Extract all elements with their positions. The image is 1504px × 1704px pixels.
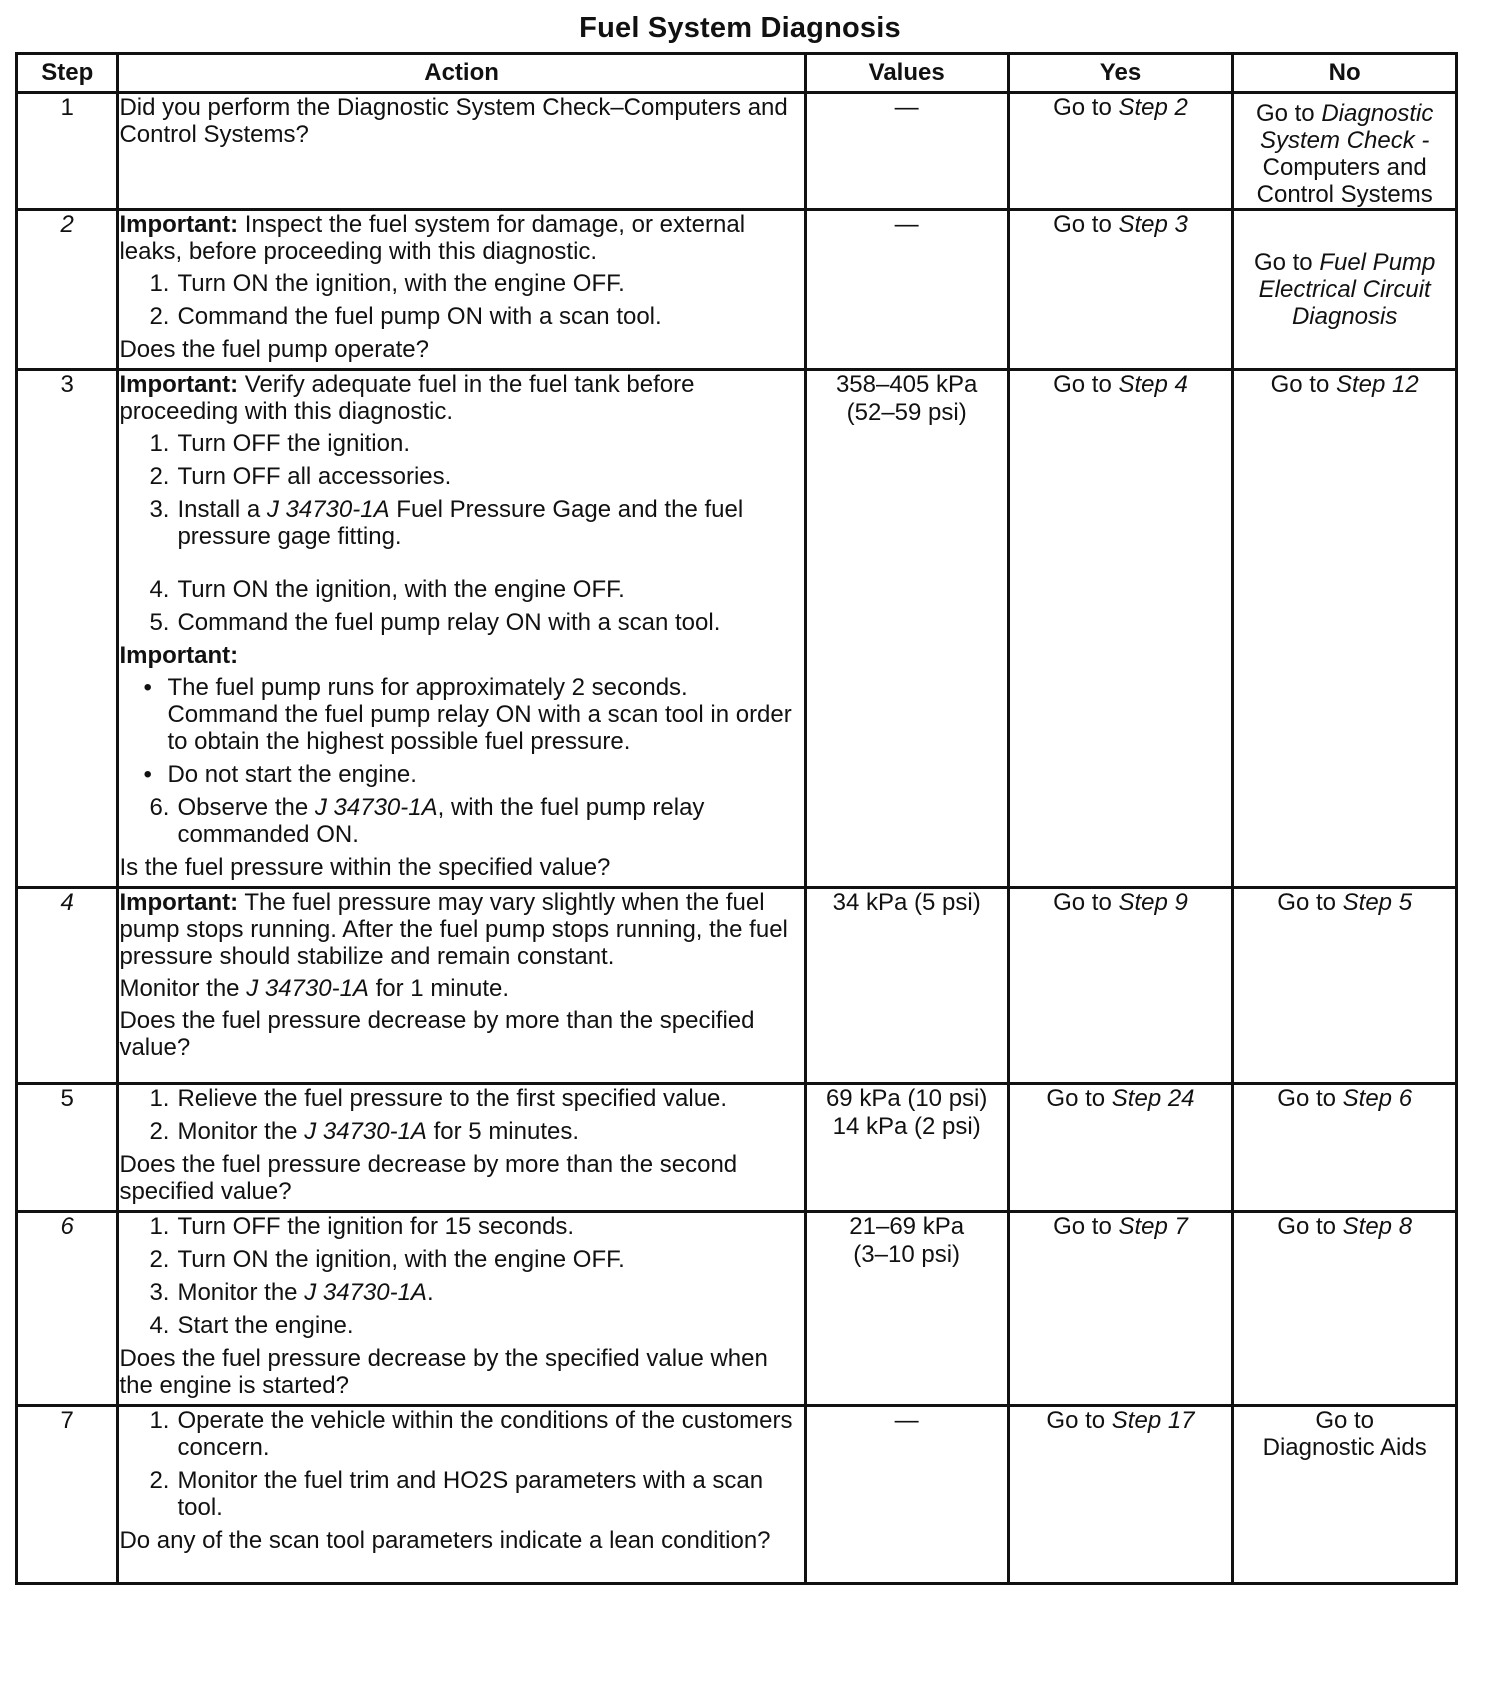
action-question: Does the fuel pressure decrease by more than the second specified value?: [119, 1151, 738, 1205]
no-prefix: Go to: [1253, 249, 1320, 276]
yes-cell: [1008, 1084, 1233, 1212]
value-kpa: 21–69 kPa: [849, 1213, 965, 1240]
list-item-text: Monitor the fuel trim and HO2S parameters with a scan tool.: [177, 1467, 764, 1521]
values-cell: 34 kPa (5 psi): [805, 888, 1008, 1084]
action-cell: [118, 370, 805, 888]
list-item-text: Start the engine.: [177, 1312, 354, 1339]
yes-cell: [1008, 1406, 1233, 1584]
action-cell: [118, 1212, 805, 1406]
action-question: Is the fuel pressure within the specified value?: [119, 854, 611, 881]
fuel-system-diagnosis-table: [15, 52, 1458, 1585]
no-prefix: Go to: [1270, 371, 1336, 398]
list-item-text: Turn OFF the ignition.: [177, 430, 410, 457]
tool-ref: J 34730-1A: [246, 975, 369, 1002]
values-cell: —: [805, 210, 1008, 370]
value-psi: (3–10 psi): [853, 1241, 961, 1268]
important-label: Important:: [119, 371, 239, 398]
important-label: Important:: [119, 211, 239, 238]
list-item: 2. Monitor the fuel trim and HO2S parameters with a scan tool.: [149, 1467, 764, 1521]
list-item: 5. Command the fuel pump relay ON with a scan tool.: [149, 609, 721, 636]
list-item-text: Turn ON the ignition, with the engine OFF.: [177, 1246, 625, 1273]
tool-ref: J 34730-1A: [304, 1279, 427, 1306]
yes-step-ref: Step 3: [1118, 211, 1188, 238]
list-item-text-a: Install a: [177, 496, 267, 523]
header-no: No: [1233, 54, 1457, 93]
important-text: Verify adequate fuel in the fuel tank before proceeding with this diagnostic.: [119, 371, 695, 425]
yes-prefix: Go to: [1053, 211, 1119, 238]
table-row: [17, 1212, 1457, 1406]
no-prefix: Go to: [1277, 889, 1343, 916]
important-text: The fuel pressure may vary slightly when the fuel pump stops running. After the fuel pump stops running, the fuel pressure should stabilize and remain constant.: [119, 889, 788, 970]
list-item-text-a: Monitor the: [177, 1118, 305, 1145]
no-cell: [1233, 93, 1457, 210]
step-number-text: 4: [60, 889, 74, 916]
no-step-ref: Step 5: [1342, 889, 1413, 916]
no-ref: Fuel Pump Electrical Circuit Diagnosis: [1258, 249, 1436, 330]
no-prefix: Go to: [1255, 100, 1322, 127]
step-number: 7: [17, 1406, 118, 1584]
bullet-text: Do not start the engine.: [167, 761, 417, 788]
values-cell: —: [805, 93, 1008, 210]
list-item: 1. Turn ON the ignition, with the engine OFF.: [149, 270, 625, 297]
list-item-text-b: , with the fuel pump relay commanded ON.: [177, 794, 705, 848]
important-note: [119, 371, 803, 425]
list-item-text-a: Observe the: [177, 794, 315, 821]
header-step: Step: [17, 54, 118, 93]
list-item-text-a: Monitor the: [177, 1279, 305, 1306]
list-item: 2. Command the fuel pump ON with a scan tool.: [149, 303, 662, 330]
table-row: [17, 210, 1457, 370]
no-cell: [1233, 370, 1457, 888]
action-question: Do any of the scan tool parameters indicate a lean condition?: [119, 1527, 771, 1554]
header-values: Values: [805, 54, 1008, 93]
values-cell: [805, 1212, 1008, 1406]
value-psi: (52–59 psi): [846, 399, 967, 426]
no-ref: Diagnostic System Check -: [1259, 100, 1434, 154]
step-number: [17, 1212, 118, 1406]
list-item-text-b: .: [426, 1279, 434, 1306]
monitor-text-a: Monitor the: [119, 975, 247, 1002]
bullet-text: The fuel pump runs for approximately 2 seconds. Command the fuel pump relay ON with a scan tool in order to obtain the highest possible fuel pressure.: [167, 674, 792, 755]
yes-cell: [1008, 1212, 1233, 1406]
yes-cell: [1008, 888, 1233, 1084]
table-row: [17, 370, 1457, 888]
action-question: Did you perform the Diagnostic System Check–Computers and Control Systems?: [119, 94, 788, 148]
list-item-text: Command the fuel pump ON with a scan tool.: [177, 303, 662, 330]
list-item-text: Turn OFF the ignition for 15 seconds.: [177, 1213, 575, 1240]
important-note: [119, 211, 803, 265]
list-item: 4. Start the engine.: [149, 1312, 354, 1339]
no-line-2: Diagnostic Aids: [1262, 1434, 1427, 1461]
value-kpa: 358–405 kPa: [835, 371, 978, 398]
action-cell: [118, 210, 805, 370]
no-cell: [1233, 1212, 1457, 1406]
no-prefix: Go to: [1277, 1085, 1343, 1112]
list-item-text: Operate the vehicle within the conditions of the customers concern.: [177, 1407, 793, 1461]
action-cell: [118, 1406, 805, 1584]
no-cell: [1233, 1084, 1457, 1212]
list-item: 3. Monitor the J 34730-1A.: [149, 1279, 434, 1306]
no-step-ref: Step 12: [1335, 371, 1419, 398]
value-second: 14 kPa (2 psi): [832, 1113, 981, 1140]
tool-ref: J 34730-1A: [314, 794, 438, 821]
list-item: 2. Turn ON the ignition, with the engine OFF.: [149, 1246, 625, 1273]
action-cell: [118, 888, 805, 1084]
yes-cell: [1008, 210, 1233, 370]
monitor-line: [119, 975, 803, 1002]
tool-ref: J 34730-1A: [304, 1118, 427, 1145]
step-number-text: 2: [60, 211, 74, 238]
step-number: 5: [17, 1084, 118, 1212]
list-item: 1. Turn OFF the ignition.: [149, 430, 410, 457]
list-item-text: Command the fuel pump relay ON with a scan tool.: [177, 609, 721, 636]
step-number: 3: [17, 370, 118, 888]
bullet-item: • Do not start the engine.: [143, 761, 417, 788]
yes-step-ref: Step 17: [1111, 1407, 1195, 1434]
monitor-text-b: for 1 minute.: [368, 975, 510, 1002]
list-item: 2. Turn OFF all accessories.: [149, 463, 452, 490]
values-cell: [805, 1084, 1008, 1212]
yes-prefix: Go to: [1046, 1407, 1112, 1434]
no-cell: [1233, 1406, 1457, 1584]
page-title: Fuel System Diagnosis: [579, 12, 901, 44]
table-row: [17, 1084, 1457, 1212]
table-row: [17, 1406, 1457, 1584]
yes-prefix: Go to: [1053, 889, 1119, 916]
no-line-1: Go to: [1315, 1407, 1375, 1434]
list-item: 1. Relieve the fuel pressure to the first specified value.: [149, 1085, 728, 1112]
yes-prefix: Go to: [1053, 94, 1119, 121]
yes-step-ref: Step 4: [1118, 371, 1188, 398]
yes-step-ref: Step 7: [1118, 1213, 1188, 1240]
action-question: Does the fuel pressure decrease by the specified value when the engine is started?: [119, 1345, 768, 1399]
yes-step-ref: Step 24: [1111, 1085, 1195, 1112]
header-action: Action: [118, 54, 805, 93]
step-number-text: 6: [60, 1213, 74, 1240]
important-note: [119, 889, 803, 970]
yes-step-ref: Step 9: [1118, 889, 1188, 916]
step-number: [17, 888, 118, 1084]
action-question: Does the fuel pump operate?: [119, 336, 429, 363]
action-cell: [118, 93, 805, 210]
yes-prefix: Go to: [1053, 371, 1119, 398]
important-text: Inspect the fuel system for damage, or external leaks, before proceeding with this diagnostic.: [119, 211, 746, 265]
bullet-item: • The fuel pump runs for approximately 2 seconds. Command the fuel pump relay ON with a scan tool in order to obtain the highest possible fuel pressure.: [143, 674, 792, 755]
action-cell: [118, 1084, 805, 1212]
no-cell: [1233, 210, 1457, 370]
tool-ref: J 34730-1A: [266, 496, 390, 523]
list-item: 1. Turn OFF the ignition for 15 seconds.: [149, 1213, 575, 1240]
important-label: Important:: [119, 642, 239, 669]
no-prefix: Go to: [1277, 1213, 1343, 1240]
action-question: Does the fuel pressure decrease by more than the specified value?: [119, 1007, 755, 1061]
step-number: 1: [17, 93, 118, 210]
list-item-text: Turn ON the ignition, with the engine OFF.: [177, 270, 625, 297]
no-step-ref: Step 8: [1342, 1213, 1413, 1240]
no-rest: Computers and Control Systems: [1256, 154, 1433, 208]
no-cell: [1233, 888, 1457, 1084]
yes-prefix: Go to: [1046, 1085, 1112, 1112]
header-yes: Yes: [1008, 54, 1233, 93]
yes-prefix: Go to: [1053, 1213, 1119, 1240]
yes-cell: [1008, 370, 1233, 888]
list-item: 4. Turn ON the ignition, with the engine OFF.: [149, 576, 625, 603]
values-cell: —: [805, 1406, 1008, 1584]
list-item: 3. Install a J 34730-1A Fuel Pressure Gage and the fuel pressure gage fitting.: [149, 496, 744, 550]
yes-cell: [1008, 93, 1233, 210]
no-step-ref: Step 6: [1342, 1085, 1413, 1112]
yes-step-ref: Step 2: [1118, 94, 1188, 121]
list-item-text-b: Fuel Pressure Gage and the fuel pressure gage fitting.: [177, 496, 744, 550]
list-item: 1. Operate the vehicle within the conditions of the customers concern.: [149, 1407, 793, 1461]
list-item-text: Turn ON the ignition, with the engine OFF.: [177, 576, 625, 603]
list-item: 2. Monitor the J 34730-1A for 5 minutes.: [149, 1118, 580, 1145]
table-row: [17, 888, 1457, 1084]
important-label: Important:: [119, 889, 239, 916]
table-row: [17, 93, 1457, 210]
header-row: [17, 54, 1457, 93]
list-item: 6. Observe the J 34730-1A, with the fuel pump relay commanded ON.: [149, 794, 705, 848]
step-number: [17, 210, 118, 370]
values-cell: [805, 370, 1008, 888]
list-item-text: Relieve the fuel pressure to the first specified value.: [177, 1085, 728, 1112]
list-item-text: Turn OFF all accessories.: [177, 463, 452, 490]
value-first: 69 kPa (10 psi): [825, 1085, 988, 1112]
list-item-text-b: for 5 minutes.: [426, 1118, 580, 1145]
